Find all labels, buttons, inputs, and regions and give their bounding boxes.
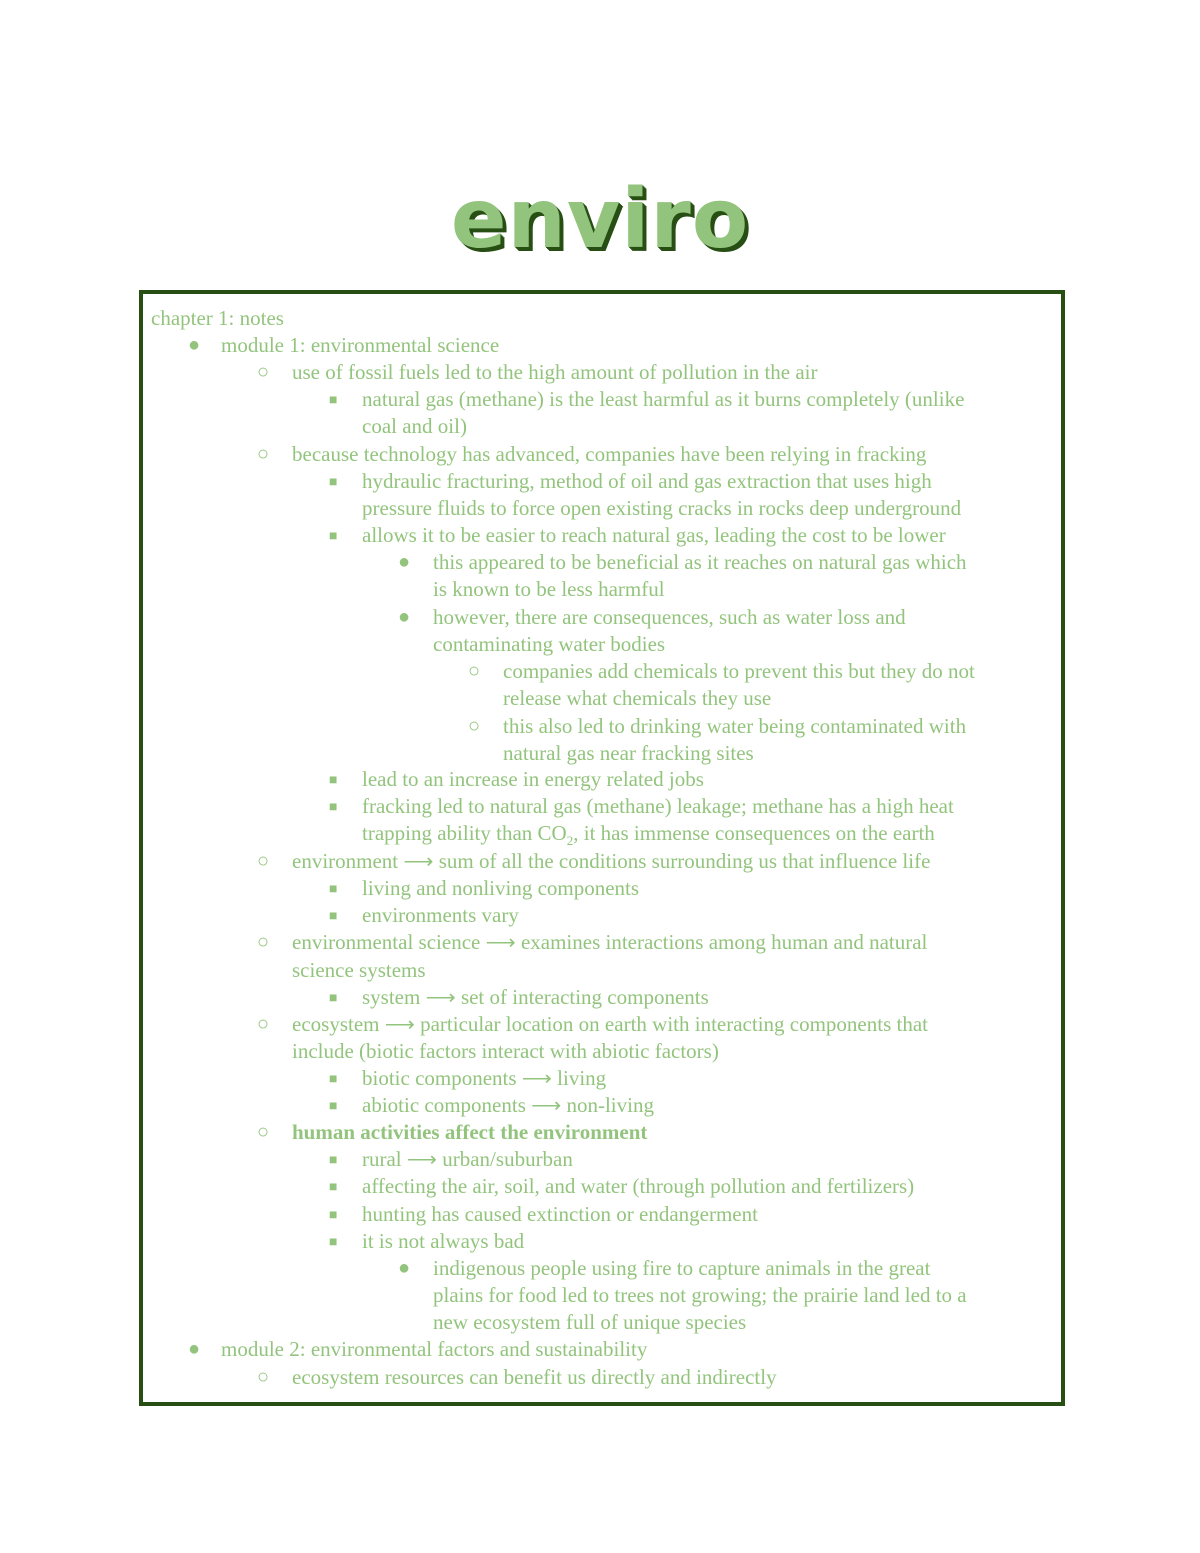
list-item: this also led to drinking water being contaminated with xyxy=(503,714,967,738)
list-item: system ⟶ set of interacting components xyxy=(362,985,709,1009)
square-bullet-icon: ■ xyxy=(329,1072,338,1087)
filled-dot-bullet-icon: ● xyxy=(398,551,411,573)
hollow-circle-bullet-icon: ○ xyxy=(257,361,270,383)
filled-dot-bullet-icon: ● xyxy=(398,606,411,628)
list-item: abiotic components ⟶ non-living xyxy=(362,1093,654,1117)
list-item: hydraulic fracturing, method of oil and gas extraction that uses high xyxy=(362,469,932,493)
chapter-heading: chapter 1: notes xyxy=(151,306,284,330)
hollow-circle-bullet-icon: ○ xyxy=(257,1366,270,1388)
filled-dot-bullet-icon: ● xyxy=(188,334,201,356)
list-item: environmental science ⟶ examines interactions among human and natural xyxy=(292,930,928,954)
list-item: environments vary xyxy=(362,903,519,927)
square-bullet-icon: ■ xyxy=(329,393,338,408)
hollow-circle-bullet-icon: ○ xyxy=(257,1013,270,1035)
list-item: environment ⟶ sum of all the conditions surrounding us that influence life xyxy=(292,849,931,873)
filled-dot-bullet-icon: ● xyxy=(188,1338,201,1360)
subscript: 2 xyxy=(566,833,574,849)
filled-dot-bullet-icon: ● xyxy=(398,1257,411,1279)
list-item: because technology has advanced, companies have been relying in fracking xyxy=(292,442,927,466)
list-item: indigenous people using fire to capture animals in the great xyxy=(433,1256,931,1280)
hollow-circle-bullet-icon: ○ xyxy=(257,931,270,953)
list-item: ecosystem resources can benefit us directly and indirectly xyxy=(292,1365,777,1389)
list-item: use of fossil fuels led to the high amount of pollution in the air xyxy=(292,360,818,384)
list-item-continuation: natural gas near fracking sites xyxy=(503,741,754,765)
list-item-continuation: coal and oil) xyxy=(362,414,467,438)
square-bullet-icon: ■ xyxy=(329,1099,338,1114)
hollow-circle-bullet-icon: ○ xyxy=(257,850,270,872)
list-item: however, there are consequences, such as water loss and xyxy=(433,605,906,629)
list-item: lead to an increase in energy related jobs xyxy=(362,767,704,791)
hollow-circle-bullet-icon: ○ xyxy=(257,1121,270,1143)
list-item: rural ⟶ urban/suburban xyxy=(362,1147,573,1171)
list-item-bold: human activities affect the environment xyxy=(292,1120,648,1144)
list-item: hunting has caused extinction or endangerment xyxy=(362,1202,758,1226)
list-item: living and nonliving components xyxy=(362,876,640,900)
list-item: allows it to be easier to reach natural gas, leading the cost to be lower xyxy=(362,523,946,547)
square-bullet-icon: ■ xyxy=(329,800,338,815)
square-bullet-icon: ■ xyxy=(329,991,338,1006)
list-item: affecting the air, soil, and water (through pollution and fertilizers) xyxy=(362,1174,915,1198)
square-bullet-icon: ■ xyxy=(329,475,338,490)
list-item-continuation: release what chemicals they use xyxy=(503,686,772,710)
list-item-continuation: plains for food led to trees not growing; the prairie land led to a xyxy=(433,1283,967,1307)
square-bullet-icon: ■ xyxy=(329,1153,338,1168)
list-item-continuation xyxy=(362,820,935,847)
list-item-continuation: include (biotic factors interact with abiotic factors) xyxy=(292,1039,719,1063)
list-item-continuation: pressure fluids to force open existing cracks in rocks deep underground xyxy=(362,496,962,520)
list-item-continuation: new ecosystem full of unique species xyxy=(433,1310,747,1334)
square-bullet-icon: ■ xyxy=(329,1208,338,1223)
square-bullet-icon: ■ xyxy=(329,529,338,544)
list-item-continuation: is known to be less harmful xyxy=(433,577,665,601)
list-item: biotic components ⟶ living xyxy=(362,1066,607,1090)
list-item: companies add chemicals to prevent this but they do not xyxy=(503,659,975,683)
square-bullet-icon: ■ xyxy=(329,909,338,924)
list-item: fracking led to natural gas (methane) leakage; methane has a high heat xyxy=(362,794,954,818)
square-bullet-icon: ■ xyxy=(329,773,338,788)
hollow-circle-bullet-icon: ○ xyxy=(468,715,481,737)
hollow-circle-bullet-icon: ○ xyxy=(257,443,270,465)
page-title: enviro xyxy=(450,172,750,267)
list-item-continuation: science systems xyxy=(292,958,426,982)
list-item: it is not always bad xyxy=(362,1229,525,1253)
square-bullet-icon: ■ xyxy=(329,1235,338,1250)
list-item: ecosystem ⟶ particular location on earth with interacting components that xyxy=(292,1012,928,1036)
text-segment: trapping ability than CO xyxy=(362,821,567,845)
square-bullet-icon: ■ xyxy=(329,882,338,897)
text-segment: , it has immense consequences on the earth xyxy=(573,821,935,845)
module-heading: module 2: environmental factors and sustainability xyxy=(221,1337,648,1361)
module-heading: module 1: environmental science xyxy=(221,333,500,357)
square-bullet-icon: ■ xyxy=(329,1180,338,1195)
list-item: natural gas (methane) is the least harmful as it burns completely (unlike xyxy=(362,387,965,411)
list-item: this appeared to be beneficial as it reaches on natural gas which xyxy=(433,550,967,574)
list-item-continuation: contaminating water bodies xyxy=(433,632,666,656)
hollow-circle-bullet-icon: ○ xyxy=(468,660,481,682)
